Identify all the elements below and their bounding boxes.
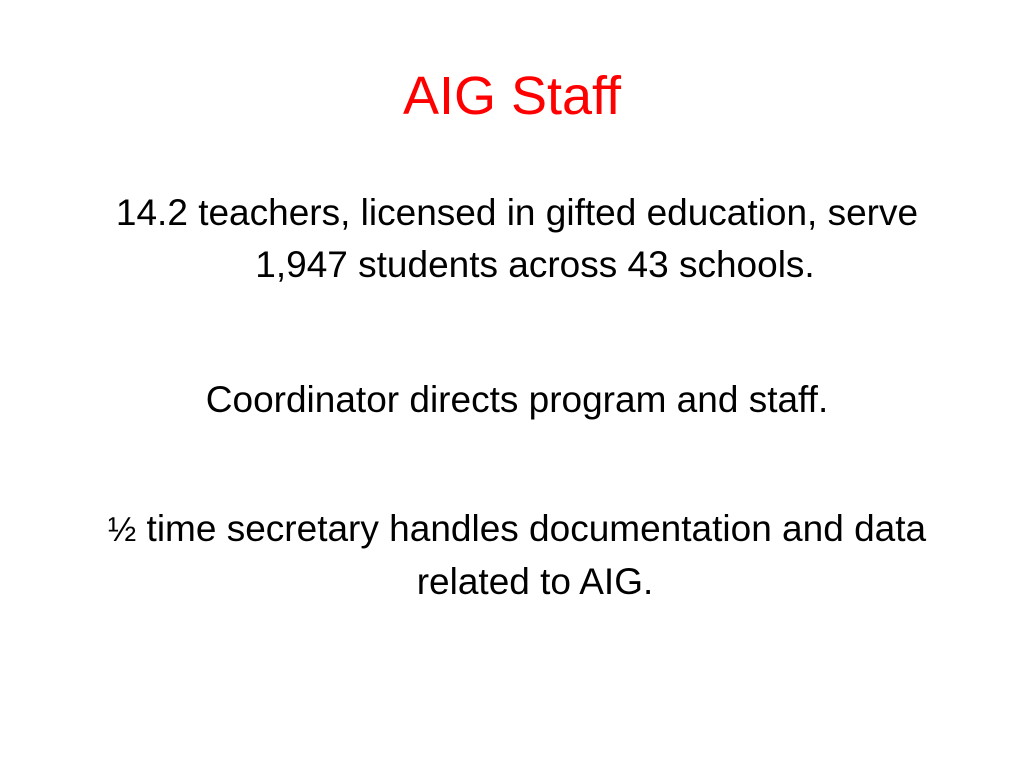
secretary-paragraph — [82, 503, 952, 608]
slide-title: AIG Staff — [402, 66, 622, 126]
teachers-text: 14.2 teachers, licensed in gifted education, serve 1,947 students across 43 schools. — [115, 192, 919, 285]
half-fraction: ½ — [107, 511, 137, 549]
secretary-text: time secretary handles documentation and data related to AIG. — [146, 508, 927, 602]
coordinator-paragraph — [82, 374, 952, 426]
coordinator-text: Coordinator directs program and staff. — [205, 379, 829, 420]
teachers-paragraph — [82, 187, 952, 291]
